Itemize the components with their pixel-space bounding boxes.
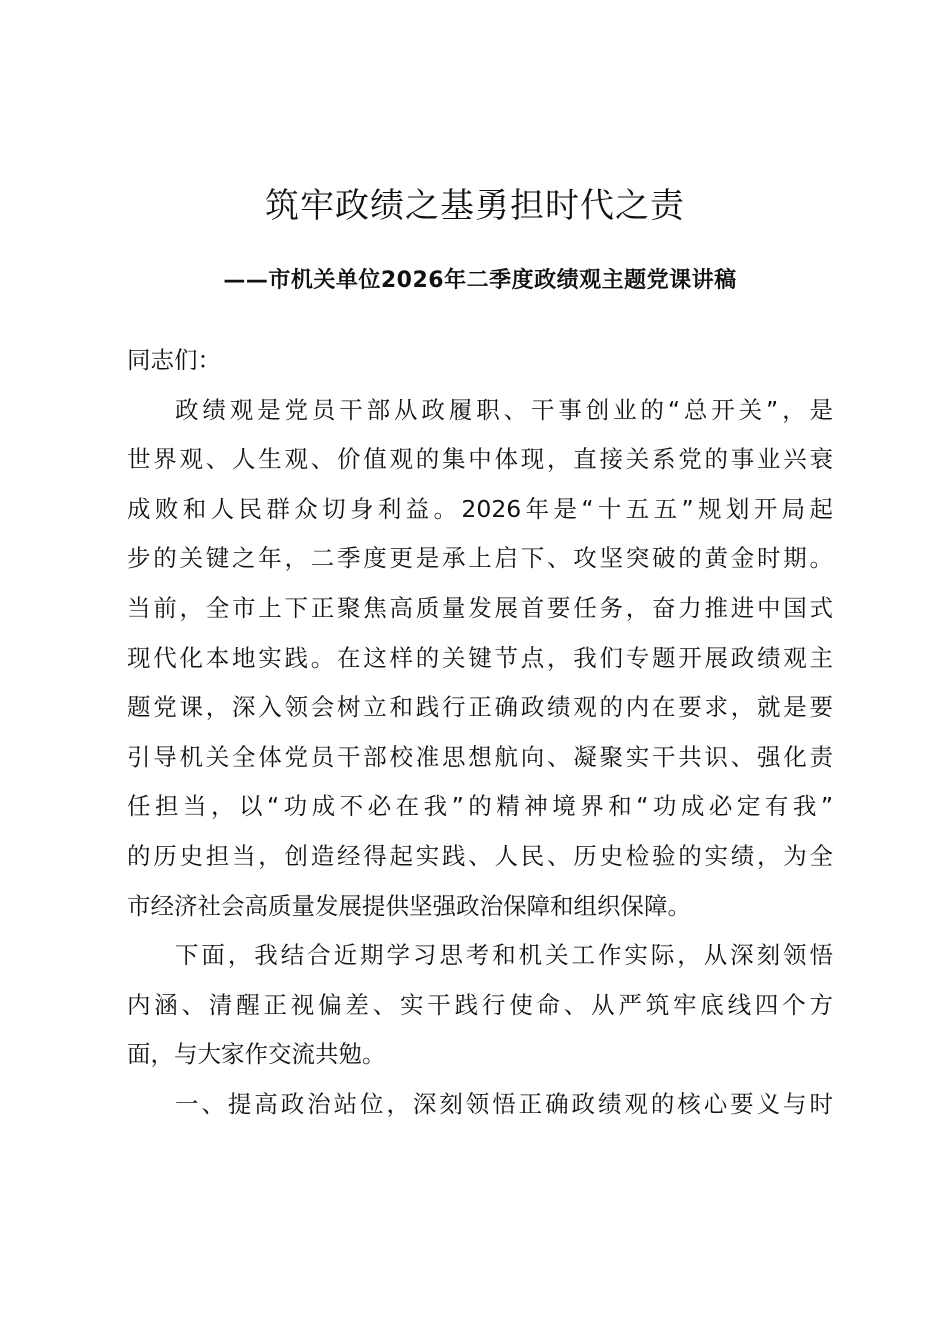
section-heading-line: 一、提高政治站位，深刻领悟正确政绩观的核心要义与时 xyxy=(175,1089,833,1118)
document-body xyxy=(127,336,833,1130)
paragraph-line: 成败和人民群众切身利益。2026年是“十五五”规划开局起 xyxy=(127,494,833,523)
paragraph-line: 内涵、清醒正视偏差、实干践行使命、从严筑牢底线四个方 xyxy=(127,990,833,1019)
paragraph-line: 当前，全市上下正聚焦高质量发展首要任务，奋力推进中国式 xyxy=(127,593,833,622)
paragraph-line: 任担当，以“功成不必在我”的精神境界和“功成必定有我” xyxy=(127,792,833,821)
paragraph-line: 政绩观是党员干部从政履职、干事创业的“总开关”，是 xyxy=(175,395,833,424)
paragraph-line: 下面，我结合近期学习思考和机关工作实际，从深刻领悟 xyxy=(175,941,833,970)
paragraph-line: 的历史担当，创造经得起实践、人民、历史检验的实绩，为全 xyxy=(127,841,833,870)
paragraph-line: 题党课，深入领会树立和践行正确政绩观的内在要求，就是要 xyxy=(127,693,833,722)
document-subtitle: ——市机关单位2026年二季度政绩观主题党课讲稿 xyxy=(223,268,737,293)
paragraph-line: 引导机关全体党员干部校准思想航向、凝聚实干共识、强化责 xyxy=(127,742,833,771)
paragraph-line: 现代化本地实践。在这样的关键节点，我们专题开展政绩观主 xyxy=(127,643,833,672)
paragraph-line: 步的关键之年，二季度更是承上启下、攻坚突破的黄金时期。 xyxy=(127,544,833,573)
document-title: 筑牢政绩之基勇担时代之责 xyxy=(265,186,685,226)
salutation: 同志们： xyxy=(127,346,221,374)
paragraph-line: 市经济社会高质量发展提供坚强政治保障和组织保障。 xyxy=(127,891,691,920)
paragraph-line: 面，与大家作交流共勉。 xyxy=(127,1040,386,1069)
paragraph-line: 世界观、人生观、价值观的集中体现，直接关系党的事业兴衰 xyxy=(127,445,833,474)
